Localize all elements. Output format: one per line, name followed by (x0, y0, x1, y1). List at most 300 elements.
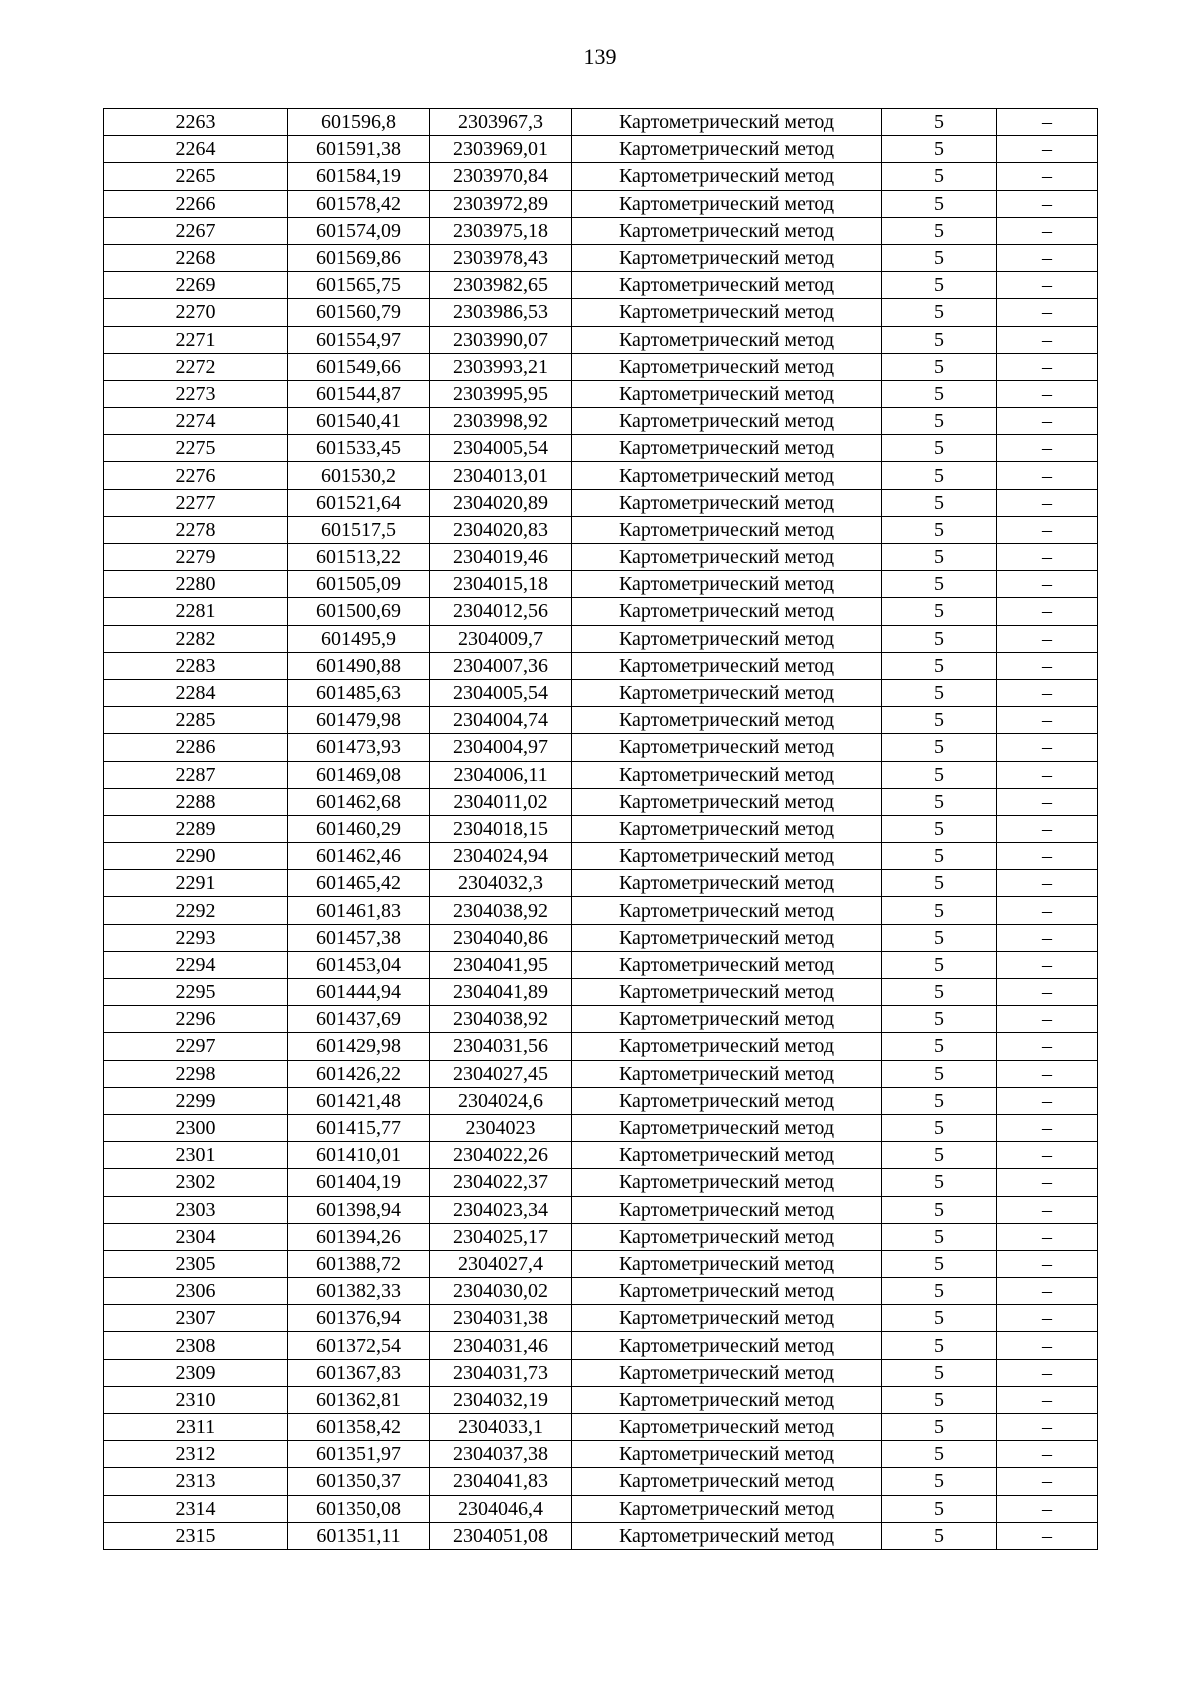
accuracy-cell: 5 (882, 1414, 997, 1441)
method-cell: Картометрический метод (572, 1142, 882, 1169)
method-cell: Картометрический метод (572, 326, 882, 353)
table-row (104, 136, 1098, 163)
x-coordinate-cell: 601461,83 (288, 897, 430, 924)
method-cell: Картометрический метод (572, 435, 882, 462)
table-row (104, 707, 1098, 734)
x-coordinate-cell: 601388,72 (288, 1250, 430, 1277)
y-coordinate-cell: 2304031,73 (430, 1359, 572, 1386)
accuracy-cell: 5 (882, 870, 997, 897)
method-cell: Картометрический метод (572, 598, 882, 625)
table-row (104, 1305, 1098, 1332)
method-cell: Картометрический метод (572, 679, 882, 706)
point-number-cell: 2276 (104, 462, 288, 489)
point-number-cell: 2269 (104, 272, 288, 299)
note-cell: – (997, 408, 1098, 435)
method-cell: Картометрический метод (572, 625, 882, 652)
x-coordinate-cell: 601521,64 (288, 489, 430, 516)
table-row (104, 1006, 1098, 1033)
accuracy-cell: 5 (882, 1332, 997, 1359)
table-row (104, 1114, 1098, 1141)
point-number-cell: 2270 (104, 299, 288, 326)
table-row (104, 1414, 1098, 1441)
note-cell: – (997, 1114, 1098, 1141)
table-row (104, 1250, 1098, 1277)
y-coordinate-cell: 2304004,97 (430, 734, 572, 761)
y-coordinate-cell: 2303978,43 (430, 244, 572, 271)
point-number-cell: 2271 (104, 326, 288, 353)
point-number-cell: 2266 (104, 190, 288, 217)
point-number-cell: 2311 (104, 1414, 288, 1441)
table-row (104, 408, 1098, 435)
note-cell: – (997, 1087, 1098, 1114)
accuracy-cell: 5 (882, 1114, 997, 1141)
point-number-cell: 2263 (104, 109, 288, 136)
x-coordinate-cell: 601382,33 (288, 1278, 430, 1305)
method-cell: Картометрический метод (572, 163, 882, 190)
note-cell: – (997, 272, 1098, 299)
y-coordinate-cell: 2303967,3 (430, 109, 572, 136)
table-row (104, 1278, 1098, 1305)
note-cell: – (997, 489, 1098, 516)
accuracy-cell: 5 (882, 1196, 997, 1223)
note-cell: – (997, 1332, 1098, 1359)
table-row (104, 598, 1098, 625)
y-coordinate-cell: 2303998,92 (430, 408, 572, 435)
point-number-cell: 2290 (104, 843, 288, 870)
accuracy-cell: 5 (882, 109, 997, 136)
x-coordinate-cell: 601574,09 (288, 217, 430, 244)
table-row (104, 190, 1098, 217)
x-coordinate-cell: 601362,81 (288, 1386, 430, 1413)
note-cell: – (997, 761, 1098, 788)
note-cell: – (997, 979, 1098, 1006)
point-number-cell: 2298 (104, 1060, 288, 1087)
x-coordinate-cell: 601358,42 (288, 1414, 430, 1441)
note-cell: – (997, 951, 1098, 978)
point-number-cell: 2279 (104, 544, 288, 571)
note-cell: – (997, 190, 1098, 217)
x-coordinate-cell: 601415,77 (288, 1114, 430, 1141)
y-coordinate-cell: 2303975,18 (430, 217, 572, 244)
table-row (104, 353, 1098, 380)
x-coordinate-cell: 601591,38 (288, 136, 430, 163)
y-coordinate-cell: 2303972,89 (430, 190, 572, 217)
table-row (104, 979, 1098, 1006)
method-cell: Картометрический метод (572, 1250, 882, 1277)
point-number-cell: 2299 (104, 1087, 288, 1114)
y-coordinate-cell: 2304004,74 (430, 707, 572, 734)
table-row (104, 679, 1098, 706)
point-number-cell: 2283 (104, 652, 288, 679)
note-cell: – (997, 1468, 1098, 1495)
point-number-cell: 2293 (104, 924, 288, 951)
method-cell: Картометрический метод (572, 1033, 882, 1060)
point-number-cell: 2302 (104, 1169, 288, 1196)
method-cell: Картометрический метод (572, 1495, 882, 1522)
y-coordinate-cell: 2304023,34 (430, 1196, 572, 1223)
method-cell: Картометрический метод (572, 652, 882, 679)
y-coordinate-cell: 2304007,36 (430, 652, 572, 679)
accuracy-cell: 5 (882, 1305, 997, 1332)
accuracy-cell: 5 (882, 1087, 997, 1114)
y-coordinate-cell: 2304037,38 (430, 1441, 572, 1468)
x-coordinate-cell: 601530,2 (288, 462, 430, 489)
x-coordinate-cell: 601421,48 (288, 1087, 430, 1114)
table-row (104, 761, 1098, 788)
accuracy-cell: 5 (882, 435, 997, 462)
table-row (104, 843, 1098, 870)
note-cell: – (997, 544, 1098, 571)
y-coordinate-cell: 2304020,83 (430, 516, 572, 543)
note-cell: – (997, 707, 1098, 734)
note-cell: – (997, 353, 1098, 380)
accuracy-cell: 5 (882, 136, 997, 163)
table-row (104, 734, 1098, 761)
method-cell: Картометрический метод (572, 843, 882, 870)
y-coordinate-cell: 2303969,01 (430, 136, 572, 163)
table-row (104, 1196, 1098, 1223)
table-row (104, 1087, 1098, 1114)
method-cell: Картометрический метод (572, 1522, 882, 1549)
table-row (104, 544, 1098, 571)
note-cell: – (997, 679, 1098, 706)
method-cell: Картометрический метод (572, 924, 882, 951)
x-coordinate-cell: 601473,93 (288, 734, 430, 761)
method-cell: Картометрический метод (572, 544, 882, 571)
x-coordinate-cell: 601584,19 (288, 163, 430, 190)
note-cell: – (997, 815, 1098, 842)
method-cell: Картометрический метод (572, 1169, 882, 1196)
y-coordinate-cell: 2303986,53 (430, 299, 572, 326)
point-number-cell: 2277 (104, 489, 288, 516)
accuracy-cell: 5 (882, 1006, 997, 1033)
accuracy-cell: 5 (882, 598, 997, 625)
method-cell: Картометрический метод (572, 761, 882, 788)
point-number-cell: 2314 (104, 1495, 288, 1522)
x-coordinate-cell: 601351,11 (288, 1522, 430, 1549)
y-coordinate-cell: 2304022,26 (430, 1142, 572, 1169)
method-cell: Картометрический метод (572, 897, 882, 924)
accuracy-cell: 5 (882, 1468, 997, 1495)
point-number-cell: 2303 (104, 1196, 288, 1223)
table-row (104, 1332, 1098, 1359)
method-cell: Картометрический метод (572, 489, 882, 516)
y-coordinate-cell: 2304011,02 (430, 788, 572, 815)
accuracy-cell: 5 (882, 1033, 997, 1060)
x-coordinate-cell: 601410,01 (288, 1142, 430, 1169)
method-cell: Картометрический метод (572, 571, 882, 598)
x-coordinate-cell: 601469,08 (288, 761, 430, 788)
note-cell: – (997, 1441, 1098, 1468)
accuracy-cell: 5 (882, 272, 997, 299)
point-number-cell: 2296 (104, 1006, 288, 1033)
y-coordinate-cell: 2304041,95 (430, 951, 572, 978)
y-coordinate-cell: 2304041,83 (430, 1468, 572, 1495)
point-number-cell: 2274 (104, 408, 288, 435)
method-cell: Картометрический метод (572, 707, 882, 734)
accuracy-cell: 5 (882, 979, 997, 1006)
method-cell: Картометрический метод (572, 1332, 882, 1359)
point-number-cell: 2292 (104, 897, 288, 924)
method-cell: Картометрический метод (572, 299, 882, 326)
table-row (104, 1033, 1098, 1060)
x-coordinate-cell: 601444,94 (288, 979, 430, 1006)
x-coordinate-cell: 601560,79 (288, 299, 430, 326)
y-coordinate-cell: 2304024,6 (430, 1087, 572, 1114)
accuracy-cell: 5 (882, 163, 997, 190)
method-cell: Картометрический метод (572, 1196, 882, 1223)
method-cell: Картометрический метод (572, 462, 882, 489)
table-row (104, 897, 1098, 924)
x-coordinate-cell: 601404,19 (288, 1169, 430, 1196)
point-number-cell: 2304 (104, 1223, 288, 1250)
point-number-cell: 2278 (104, 516, 288, 543)
point-number-cell: 2313 (104, 1468, 288, 1495)
method-cell: Картометрический метод (572, 1468, 882, 1495)
point-number-cell: 2265 (104, 163, 288, 190)
x-coordinate-cell: 601549,66 (288, 353, 430, 380)
x-coordinate-cell: 601426,22 (288, 1060, 430, 1087)
note-cell: – (997, 870, 1098, 897)
y-coordinate-cell: 2304032,19 (430, 1386, 572, 1413)
point-number-cell: 2287 (104, 761, 288, 788)
x-coordinate-cell: 601517,5 (288, 516, 430, 543)
point-number-cell: 2294 (104, 951, 288, 978)
method-cell: Картометрический метод (572, 1359, 882, 1386)
method-cell: Картометрический метод (572, 109, 882, 136)
method-cell: Картометрический метод (572, 870, 882, 897)
method-cell: Картометрический метод (572, 408, 882, 435)
accuracy-cell: 5 (882, 489, 997, 516)
table-row (104, 462, 1098, 489)
y-coordinate-cell: 2304019,46 (430, 544, 572, 571)
y-coordinate-cell: 2304025,17 (430, 1223, 572, 1250)
x-coordinate-cell: 601462,68 (288, 788, 430, 815)
note-cell: – (997, 571, 1098, 598)
note-cell: – (997, 435, 1098, 462)
table-row (104, 1495, 1098, 1522)
table-row (104, 1060, 1098, 1087)
y-coordinate-cell: 2304040,86 (430, 924, 572, 951)
x-coordinate-cell: 601367,83 (288, 1359, 430, 1386)
x-coordinate-cell: 601596,8 (288, 109, 430, 136)
accuracy-cell: 5 (882, 1495, 997, 1522)
accuracy-cell: 5 (882, 1359, 997, 1386)
accuracy-cell: 5 (882, 462, 997, 489)
y-coordinate-cell: 2304018,15 (430, 815, 572, 842)
y-coordinate-cell: 2304033,1 (430, 1414, 572, 1441)
table-row (104, 924, 1098, 951)
accuracy-cell: 5 (882, 1386, 997, 1413)
x-coordinate-cell: 601465,42 (288, 870, 430, 897)
y-coordinate-cell: 2304024,94 (430, 843, 572, 870)
note-cell: – (997, 843, 1098, 870)
x-coordinate-cell: 601376,94 (288, 1305, 430, 1332)
note-cell: – (997, 516, 1098, 543)
point-number-cell: 2306 (104, 1278, 288, 1305)
point-number-cell: 2282 (104, 625, 288, 652)
x-coordinate-cell: 601394,26 (288, 1223, 430, 1250)
note-cell: – (997, 462, 1098, 489)
note-cell: – (997, 1169, 1098, 1196)
x-coordinate-cell: 601453,04 (288, 951, 430, 978)
y-coordinate-cell: 2304027,4 (430, 1250, 572, 1277)
note-cell: – (997, 163, 1098, 190)
x-coordinate-cell: 601554,97 (288, 326, 430, 353)
point-number-cell: 2286 (104, 734, 288, 761)
accuracy-cell: 5 (882, 1169, 997, 1196)
y-coordinate-cell: 2304006,11 (430, 761, 572, 788)
point-number-cell: 2295 (104, 979, 288, 1006)
x-coordinate-cell: 601398,94 (288, 1196, 430, 1223)
accuracy-cell: 5 (882, 516, 997, 543)
point-number-cell: 2315 (104, 1522, 288, 1549)
note-cell: – (997, 1223, 1098, 1250)
x-coordinate-cell: 601500,69 (288, 598, 430, 625)
x-coordinate-cell: 601578,42 (288, 190, 430, 217)
accuracy-cell: 5 (882, 843, 997, 870)
accuracy-cell: 5 (882, 244, 997, 271)
table-row (104, 788, 1098, 815)
table-row (104, 244, 1098, 271)
table-row (104, 380, 1098, 407)
note-cell: – (997, 1033, 1098, 1060)
table-row (104, 652, 1098, 679)
accuracy-cell: 5 (882, 1250, 997, 1277)
note-cell: – (997, 1250, 1098, 1277)
table-row (104, 951, 1098, 978)
point-number-cell: 2305 (104, 1250, 288, 1277)
y-coordinate-cell: 2304046,4 (430, 1495, 572, 1522)
coordinates-table (103, 108, 1098, 1550)
point-number-cell: 2264 (104, 136, 288, 163)
table-row (104, 1223, 1098, 1250)
table-row (104, 109, 1098, 136)
x-coordinate-cell: 601569,86 (288, 244, 430, 271)
accuracy-cell: 5 (882, 1142, 997, 1169)
table-row (104, 870, 1098, 897)
table-row (104, 435, 1098, 462)
note-cell: – (997, 1278, 1098, 1305)
x-coordinate-cell: 601462,46 (288, 843, 430, 870)
table-row (104, 1169, 1098, 1196)
method-cell: Картометрический метод (572, 788, 882, 815)
accuracy-cell: 5 (882, 815, 997, 842)
method-cell: Картометрический метод (572, 217, 882, 244)
x-coordinate-cell: 601533,45 (288, 435, 430, 462)
accuracy-cell: 5 (882, 679, 997, 706)
x-coordinate-cell: 601513,22 (288, 544, 430, 571)
table-row (104, 489, 1098, 516)
y-coordinate-cell: 2304013,01 (430, 462, 572, 489)
x-coordinate-cell: 601429,98 (288, 1033, 430, 1060)
y-coordinate-cell: 2304051,08 (430, 1522, 572, 1549)
point-number-cell: 2281 (104, 598, 288, 625)
point-number-cell: 2288 (104, 788, 288, 815)
point-number-cell: 2284 (104, 679, 288, 706)
point-number-cell: 2291 (104, 870, 288, 897)
method-cell: Картометрический метод (572, 1305, 882, 1332)
method-cell: Картометрический метод (572, 1441, 882, 1468)
accuracy-cell: 5 (882, 788, 997, 815)
note-cell: – (997, 625, 1098, 652)
table-row (104, 516, 1098, 543)
point-number-cell: 2272 (104, 353, 288, 380)
note-cell: – (997, 1060, 1098, 1087)
accuracy-cell: 5 (882, 299, 997, 326)
accuracy-cell: 5 (882, 924, 997, 951)
note-cell: – (997, 1522, 1098, 1549)
y-coordinate-cell: 2304031,56 (430, 1033, 572, 1060)
method-cell: Картометрический метод (572, 244, 882, 271)
note-cell: – (997, 1196, 1098, 1223)
x-coordinate-cell: 601505,09 (288, 571, 430, 598)
note-cell: – (997, 1386, 1098, 1413)
point-number-cell: 2301 (104, 1142, 288, 1169)
y-coordinate-cell: 2304005,54 (430, 679, 572, 706)
method-cell: Картометрический метод (572, 1006, 882, 1033)
accuracy-cell: 5 (882, 734, 997, 761)
x-coordinate-cell: 601350,08 (288, 1495, 430, 1522)
y-coordinate-cell: 2304038,92 (430, 897, 572, 924)
table-row (104, 326, 1098, 353)
note-cell: – (997, 326, 1098, 353)
x-coordinate-cell: 601485,63 (288, 679, 430, 706)
point-number-cell: 2289 (104, 815, 288, 842)
table-row (104, 1386, 1098, 1413)
y-coordinate-cell: 2304009,7 (430, 625, 572, 652)
accuracy-cell: 5 (882, 652, 997, 679)
y-coordinate-cell: 2304038,92 (430, 1006, 572, 1033)
accuracy-cell: 5 (882, 761, 997, 788)
method-cell: Картометрический метод (572, 380, 882, 407)
note-cell: – (997, 299, 1098, 326)
accuracy-cell: 5 (882, 380, 997, 407)
y-coordinate-cell: 2304032,3 (430, 870, 572, 897)
note-cell: – (997, 136, 1098, 163)
accuracy-cell: 5 (882, 1223, 997, 1250)
accuracy-cell: 5 (882, 408, 997, 435)
note-cell: – (997, 1006, 1098, 1033)
x-coordinate-cell: 601351,97 (288, 1441, 430, 1468)
accuracy-cell: 5 (882, 326, 997, 353)
note-cell: – (997, 1142, 1098, 1169)
note-cell: – (997, 598, 1098, 625)
accuracy-cell: 5 (882, 190, 997, 217)
method-cell: Картометрический метод (572, 951, 882, 978)
note-cell: – (997, 1305, 1098, 1332)
y-coordinate-cell: 2304022,37 (430, 1169, 572, 1196)
x-coordinate-cell: 601565,75 (288, 272, 430, 299)
point-number-cell: 2285 (104, 707, 288, 734)
coordinates-table-body (104, 109, 1098, 1550)
y-coordinate-cell: 2303990,07 (430, 326, 572, 353)
method-cell: Картометрический метод (572, 734, 882, 761)
note-cell: – (997, 109, 1098, 136)
method-cell: Картометрический метод (572, 1087, 882, 1114)
method-cell: Картометрический метод (572, 815, 882, 842)
table-row (104, 1522, 1098, 1549)
table-row (104, 163, 1098, 190)
accuracy-cell: 5 (882, 217, 997, 244)
y-coordinate-cell: 2304005,54 (430, 435, 572, 462)
method-cell: Картометрический метод (572, 1114, 882, 1141)
x-coordinate-cell: 601540,41 (288, 408, 430, 435)
y-coordinate-cell: 2303982,65 (430, 272, 572, 299)
table-row (104, 815, 1098, 842)
point-number-cell: 2309 (104, 1359, 288, 1386)
method-cell: Картометрический метод (572, 353, 882, 380)
